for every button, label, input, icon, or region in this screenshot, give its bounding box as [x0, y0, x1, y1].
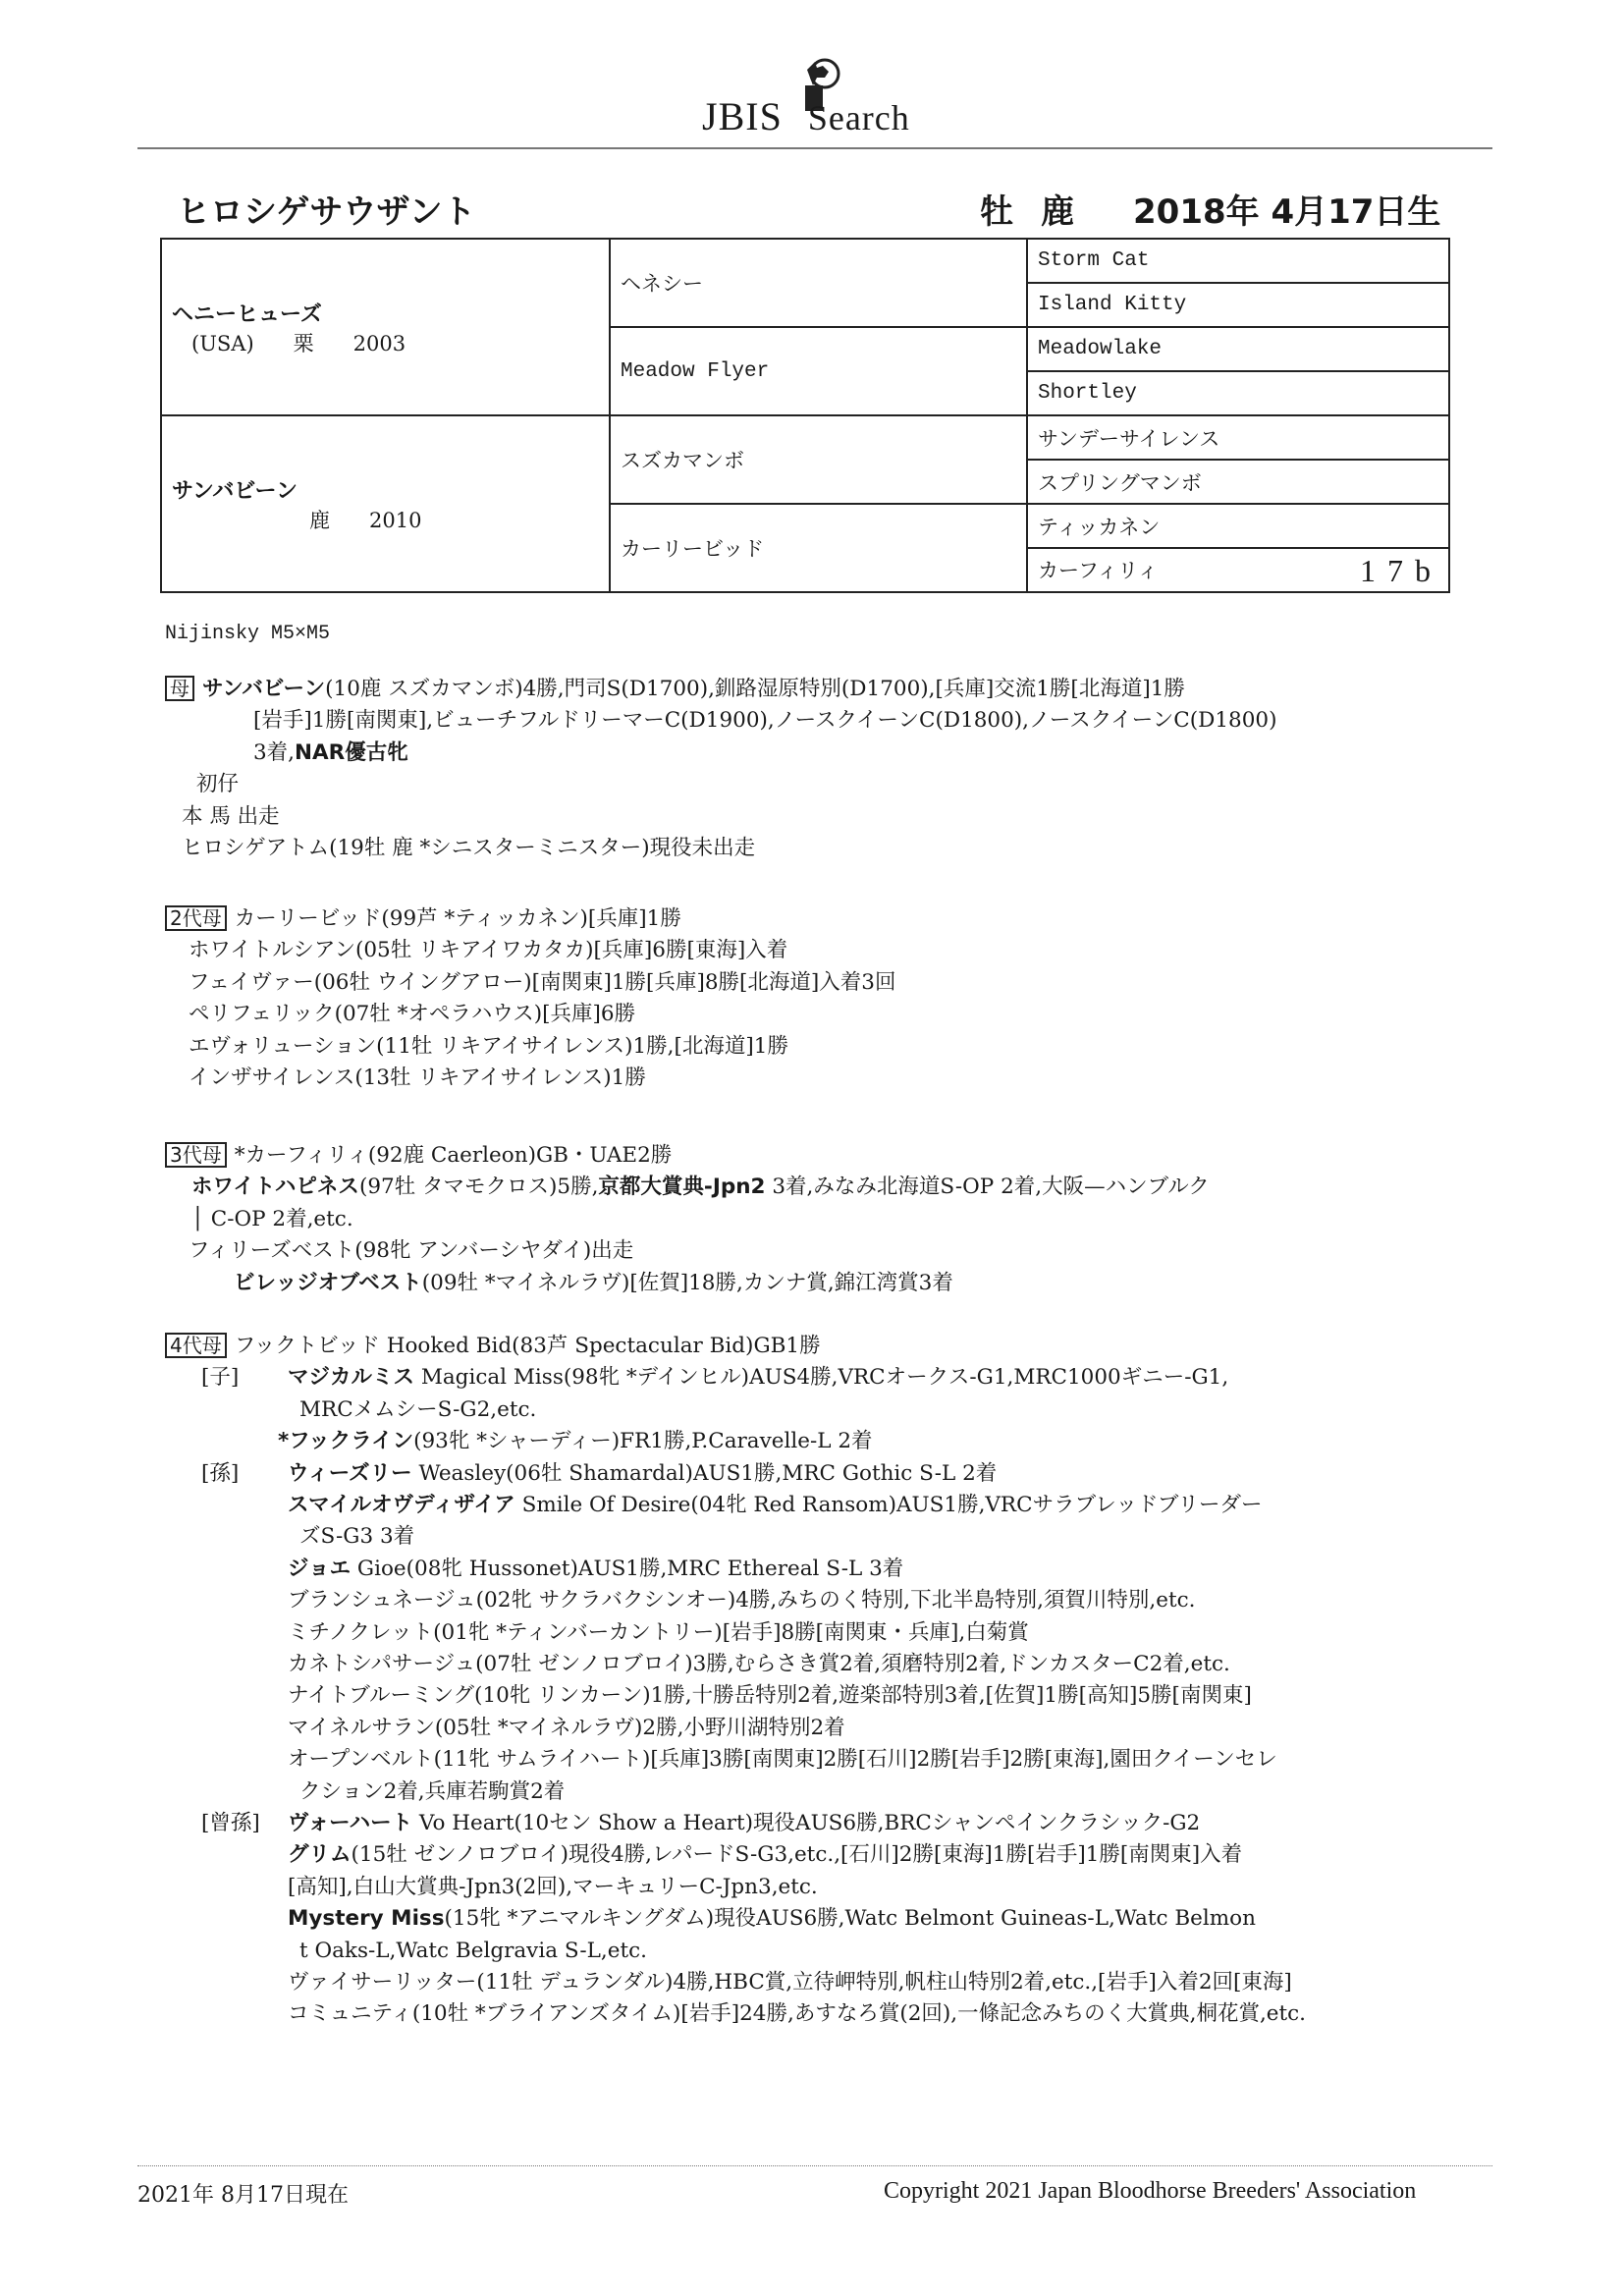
record-text: 3着, [253, 739, 296, 765]
record-text: (10鹿 スズカマンボ)4勝,門司S(D1700),釧路湿原特別(D1700),[兵庫]交流1勝[北海道]1勝 [325, 677, 1185, 701]
record-text: MRCメムシーS-G2,etc. [299, 1396, 537, 1422]
horse-name-bold: ヴォーハート [288, 1811, 413, 1835]
horse-name-bold: マジカルミス [288, 1365, 415, 1391]
dam-details [309, 505, 609, 534]
horse-name: ヒロシゲサウザント [177, 192, 476, 232]
record-line [288, 1651, 1230, 1678]
footer-copyright: Copyright 2021 Japan Bloodhorse Breeders' Association [884, 2178, 1417, 2204]
record-line [299, 1778, 565, 1806]
sire-details [191, 328, 609, 357]
record-text: クション2着,兵庫若駒賞2着 [299, 1778, 566, 1804]
horse-name-bold: Mystery Miss [288, 1906, 445, 1932]
gen3-cell: Storm Cat [1027, 239, 1449, 283]
gen3-cell: Meadowlake [1027, 327, 1449, 371]
record-text: オープンベルト(11牝 サムライハート)[兵庫]3勝[南関東]2勝[石川]2勝[岩手]2勝[東海],園田クイーンセレ [288, 1747, 1277, 1773]
record-text: Weasley(06牡 Shamardal)AUS1勝,MRC Gothic S-L 2着 [411, 1460, 998, 1486]
record-text: ヒロシゲアトム(19牡 鹿 *シニスターミニスター)現役未出走 [182, 836, 756, 860]
horse-color: 鹿 [1041, 192, 1074, 232]
sire-name: ヘニーヒューズ [172, 301, 322, 327]
race-name-bold: NAR優古牝 [295, 739, 408, 765]
logo-text-jbis: JBIS [702, 94, 783, 138]
generation-box: 2代母 [165, 905, 227, 931]
generation-tag: [曾孫] [201, 1811, 260, 1835]
record-text: マイネルサラン(05牡 *マイネルラヴ)2勝,小野川湖特別2着 [288, 1715, 845, 1740]
record-line [288, 1969, 1292, 1996]
gen3-cell: サンデーサイレンス [1027, 415, 1449, 460]
record-line [189, 1033, 788, 1061]
dam-name: サンバビーン [172, 478, 298, 504]
record-line [288, 1746, 1277, 1774]
gen3-cell: Shortley [1027, 371, 1449, 415]
record-text: ペリフェリック(07牡 *オペラハウス)[兵庫]6勝 [189, 1002, 636, 1027]
record-line [253, 739, 408, 767]
horse-name-bold: ビレッジオブベスト [234, 1270, 422, 1295]
record-line [191, 1206, 353, 1233]
record-text: カーリービッド(99芦 *ティッカネン)[兵庫]1勝 [234, 906, 681, 931]
record-line [299, 1523, 414, 1551]
record-text: ミチノクレット(01牝 *ティンバーカントリー)[岩手]8勝[南関東・兵庫],白菊賞 [288, 1619, 1029, 1645]
record-line [288, 1587, 1196, 1614]
header-rule [137, 147, 1492, 149]
record-text: ヴァイサーリッター(11牡 デュランダル)4勝,HBC賞,立待岬特別,帆柱山特別2着,etc.,[岩手]入着2回[東海] [288, 1970, 1292, 1995]
record-line [288, 1905, 1256, 1933]
record-line [189, 1001, 635, 1028]
record-line [288, 1492, 1263, 1519]
family-number: 17b [1360, 552, 1442, 588]
record-line [278, 1428, 873, 1455]
record-line [189, 969, 895, 997]
record-line [299, 1396, 536, 1424]
record-line [191, 1174, 1210, 1201]
record-line [288, 1364, 1228, 1392]
record-text: フェイヴァー(06牡 ウイングアロー)[南関東]1勝[兵庫]8勝[北海道]入着3回 [189, 969, 896, 995]
record-line [165, 1333, 821, 1360]
gen2-cell: ヘネシー [610, 239, 1027, 327]
horse-name-bold: *フックライン [278, 1429, 414, 1454]
gen3-cell: Island Kitty [1027, 283, 1449, 327]
dam-color: 鹿 [309, 508, 330, 532]
record-text: Magical Miss(98牝 *デインヒル)AUS4勝,VRCオークス-G1,MRC1000ギニー-G1, [414, 1365, 1229, 1391]
dam-cell [161, 415, 610, 592]
horse-name-bold: ホワイトハピネス [191, 1175, 359, 1200]
sire-origin: (USA) [191, 331, 254, 355]
record-line [189, 1237, 633, 1265]
dam-year: 2010 [369, 508, 422, 532]
record-text: カネトシパサージュ(07牡 ゼンノロブロイ)3勝,むらさき賞2着,須磨特別2着,ドンカスターC2着,etc. [288, 1652, 1230, 1676]
record-text: ブランシュネージュ(02牝 サクラバクシンオー)4勝,みちのく特別,下北半島特別,須賀川特別,etc. [288, 1588, 1196, 1613]
horse-birth: 2018年 4月17日生 [1133, 192, 1441, 232]
horse-name-bold: ウィーズリー [288, 1460, 412, 1486]
record-line [288, 1715, 845, 1742]
record-line [288, 1556, 903, 1583]
record-text: Vo Heart(10セン Show a Heart)現役AUS6勝,BRCシャンペインクラシック-G2 [412, 1811, 1201, 1835]
footer-date: 2021年 8月17日現在 [137, 2183, 349, 2208]
record-text: (97牡 タマモクロス)5勝, [358, 1175, 599, 1200]
sire-color: 栗 [293, 331, 314, 355]
record-text: 3着,みなみ北海道S-OP 2着,大阪—ハンブルク [765, 1175, 1210, 1200]
gen3-cell: スプリングマンボ [1027, 460, 1449, 504]
horse-name-bold: グリム [288, 1842, 352, 1868]
record-text: *カーフィリィ(92鹿 Caerleon)GB・UAE2勝 [234, 1143, 673, 1168]
record-text: (93牝 *シャーディー)FR1勝,P.Caravelle-L 2着 [413, 1429, 873, 1454]
horse-name-bold: スマイルオヴディザイア [288, 1493, 515, 1517]
horse-name-bold: ジョエ [288, 1556, 352, 1581]
record-line [189, 937, 787, 964]
sire-cell [161, 239, 610, 415]
record-line [253, 707, 1276, 735]
record-line [196, 771, 239, 798]
record-line [165, 676, 1185, 703]
record-text: (15牡 ゼンノロブロイ)現役4勝,レパードS-G3,etc.,[石川]2勝[東海]1勝[岩手]1勝[南関東]入着 [351, 1842, 1243, 1868]
record-line [234, 1270, 953, 1297]
record-text: ホワイトルシアン(05牡 リキアイワカタカ)[兵庫]6勝[東海]入着 [189, 938, 788, 963]
record-text: ズS-G3 3着 [299, 1524, 415, 1550]
record-line [288, 1874, 818, 1901]
record-text: [岩手]1勝[南関東],ビューチフルドリーマーC(D1900),ノースクイーンC(D1800),ノースクイーンC(D1800) [253, 708, 1277, 734]
generation-box: 母 [165, 676, 194, 701]
record-line [182, 835, 755, 862]
record-text: エヴォリューション(11牡 リキアイサイレンス)1勝,[北海道]1勝 [189, 1033, 788, 1059]
record-line [288, 1619, 1029, 1647]
record-line [165, 1142, 672, 1170]
horse-sex: 牡 [980, 192, 1013, 232]
race-name-bold: 京都大賞典-Jpn2 [598, 1175, 766, 1200]
record-line [288, 2000, 1306, 2028]
record-text: ナイトブルーミング(10牝 リンカーン)1勝,十勝岳特別2着,遊楽部特別3着,[佐賀]1勝[高知]5勝[南関東] [288, 1683, 1252, 1709]
footer-rule [137, 2165, 1492, 2166]
gen3-cell [1027, 548, 1449, 592]
logo-text [702, 93, 910, 139]
pedigree-table [160, 238, 1450, 593]
record-text: Smile Of Desire(04牝 Red Ransom)AUS1勝,VRCサラブレッドブリーダー [514, 1493, 1263, 1517]
record-text: 本 馬 出走 [182, 803, 280, 829]
gen2-cell: スズカマンボ [610, 415, 1027, 504]
record-text: │ C-OP 2着,etc. [191, 1206, 353, 1231]
record-line [288, 1460, 997, 1488]
record-text: [高知],白山大賞典-Jpn3(2回),マーキュリーC-Jpn3,etc. [288, 1874, 818, 1899]
record-line [299, 1938, 647, 1965]
generation-box: 3代母 [165, 1142, 227, 1168]
gen3-name: カーフィリィ [1038, 558, 1159, 582]
sire-year: 2003 [352, 331, 406, 355]
horse-name-bold: サンバビーン [202, 677, 326, 701]
record-line [288, 1682, 1252, 1710]
record-text: Gioe(08牝 Hussonet)AUS1勝,MRC Ethereal S-L 3着 [351, 1556, 904, 1581]
inbreeding-note: Nijinsky M5×M5 [165, 623, 331, 645]
generation-tag: [孫] [201, 1460, 240, 1486]
record-text: (09牡 *マイネルラヴ)[佐賀]18勝,カンナ賞,錦江湾賞3着 [421, 1270, 953, 1295]
jbis-search-logo [702, 54, 938, 142]
record-line [182, 803, 280, 831]
record-line [165, 905, 681, 933]
record-text: インザサイレンス(13牡 リキアイサイレンス)1勝 [189, 1066, 646, 1090]
record-text: t Oaks-L,Watc Belgravia S-L,etc. [299, 1938, 647, 1963]
record-text: コミュニティ(10牡 *ブライアンズタイム)[岩手]24勝,あすなろ賞(2回),一條記念みちのく大賞典,桐花賞,etc. [288, 2001, 1307, 2027]
record-text: 初仔 [196, 772, 240, 797]
gen2-cell: カーリービッド [610, 504, 1027, 592]
logo-text-search: Search [807, 98, 910, 137]
record-text: フィリーズベスト(98牝 アンバーシヤダイ)出走 [189, 1238, 634, 1264]
record-line [189, 1065, 646, 1092]
record-line [288, 1841, 1242, 1869]
record-text: フックトビッド Hooked Bid(83芦 Spectacular Bid)GB1勝 [234, 1334, 821, 1358]
horse-meta [980, 185, 1468, 233]
record-text: (15牝 *アニマルキングダム)現役AUS6勝,Watc Belmont Guineas-L,Watc Belmon [444, 1906, 1256, 1932]
generation-box: 4代母 [165, 1333, 227, 1358]
gen2-cell: Meadow Flyer [610, 327, 1027, 415]
gen3-cell: ティッカネン [1027, 504, 1449, 548]
generation-tag: [子] [201, 1365, 240, 1391]
record-line [288, 1810, 1200, 1837]
